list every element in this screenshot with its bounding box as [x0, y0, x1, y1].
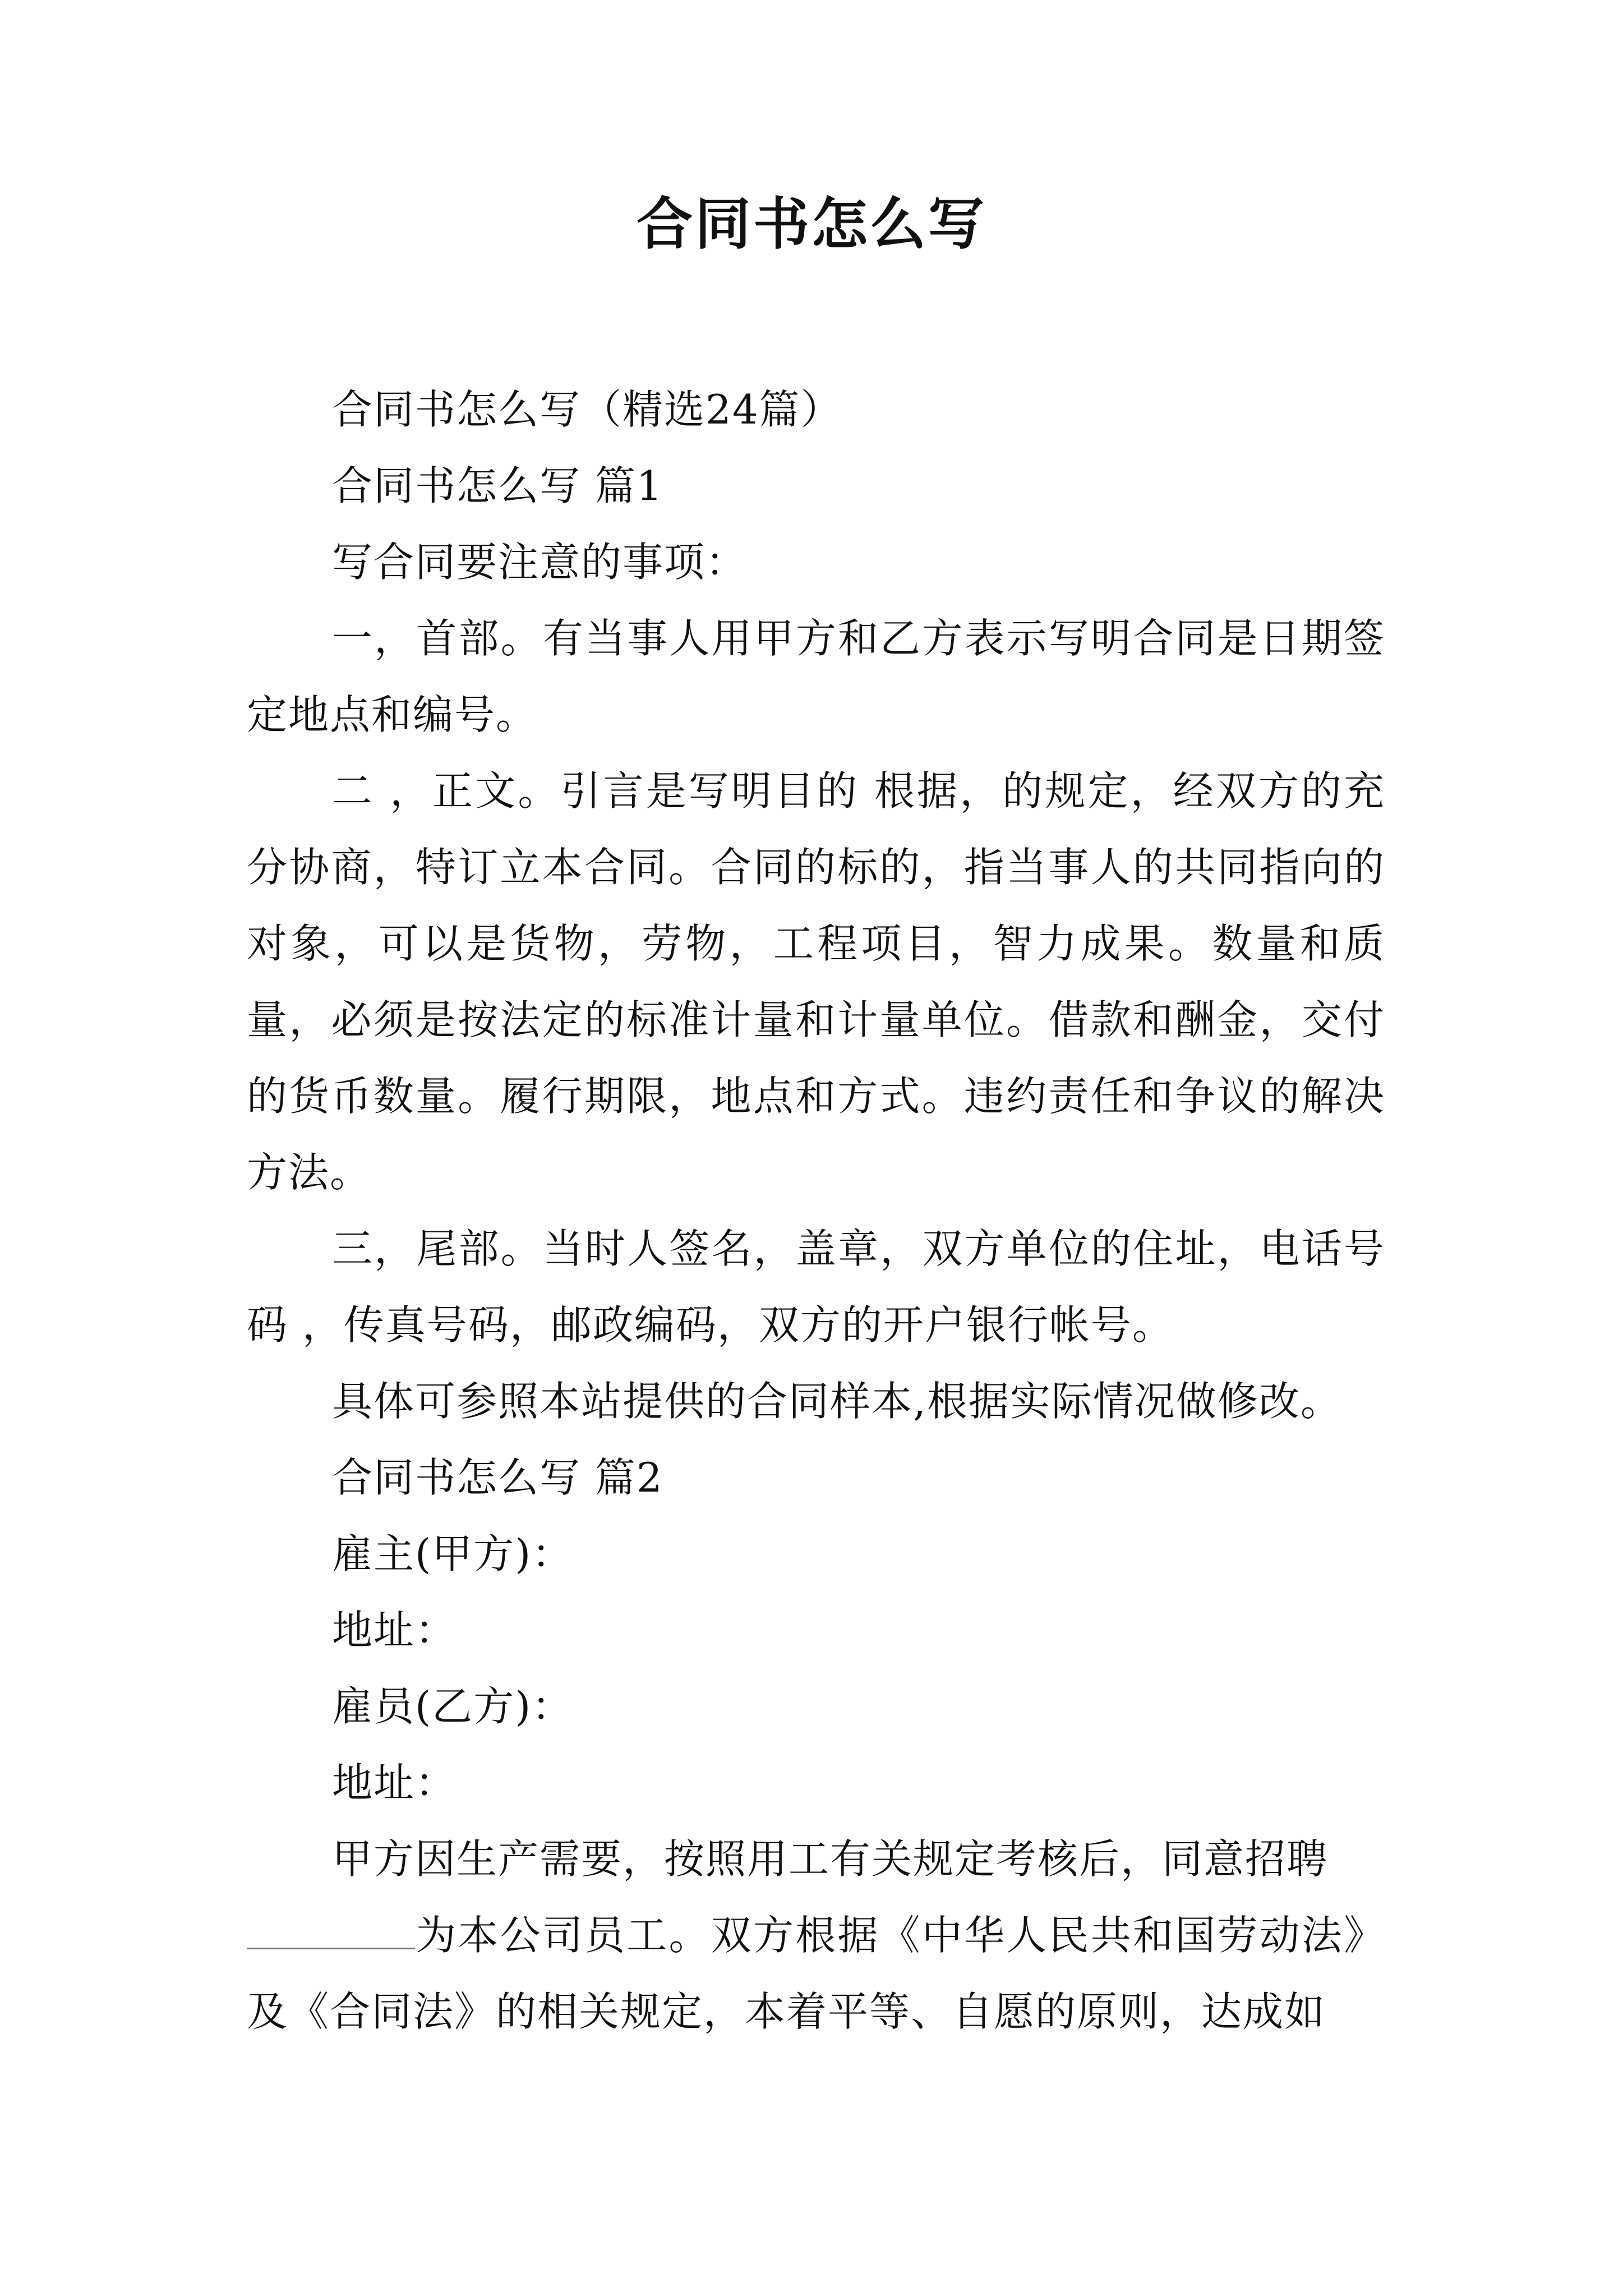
paragraph-employee: 雇员(乙方)： [332, 1683, 574, 1730]
paragraph-body-part: 二 ，正文。引言是写明目的 根据，的规定，经双方的充分协商，特订立本合同。合同的标的，指当事人的共同指向的对象，可以是货物，劳物，工程项目，智力成果。数量和质量，必须是按法定的标准计量和计量单位。借款和酬金，交付的货币数量。履行期限，地点和方式。违约责任和争议的解决方法。 [247, 767, 1385, 1196]
paragraph-employer-address: 地址： [332, 1607, 457, 1654]
paragraph-hiring-continued-text: 为本公司员工。双方根据《中华人民共和国劳动法》及《合同法》的相关规定，本着平等、自愿的原则，达成如 [247, 1912, 1385, 2035]
paragraph-footer-part: 三，尾部。当时人签名，盖章，双方单位的住址，电话号码 ，传真号码，邮政编码，双方的开户银行帐号。 [247, 1225, 1385, 1349]
paragraph-subtitle: 合同书怎么写（精选24篇） [332, 386, 842, 433]
document-body [247, 371, 1385, 2050]
paragraph-employer: 雇主(甲方)： [332, 1530, 574, 1577]
paragraph-section-2-heading: 合同书怎么写 篇2 [332, 1454, 663, 1501]
paragraph-reference-note: 具体可参照本站提供的合同样本,根据实际情况做修改。 [332, 1378, 1342, 1425]
paragraph-hiring-intro: 甲方因生产需要，按照用工有关规定考核后，同意招聘 [332, 1835, 1329, 1883]
paragraph-employee-address: 地址： [332, 1759, 457, 1806]
paragraph-notes-heading: 写合同要注意的事项： [332, 539, 748, 586]
document-title: 合同书怎么写 [637, 191, 986, 257]
paragraph-header-part: 一，首部。有当事人用甲方和乙方表示写明合同是日期签定地点和编号。 [247, 615, 1385, 738]
paragraph-hiring-continued [247, 1897, 1385, 2050]
paragraph-section-1-heading: 合同书怎么写 篇1 [332, 462, 663, 509]
fill-in-blank [247, 1907, 415, 1949]
